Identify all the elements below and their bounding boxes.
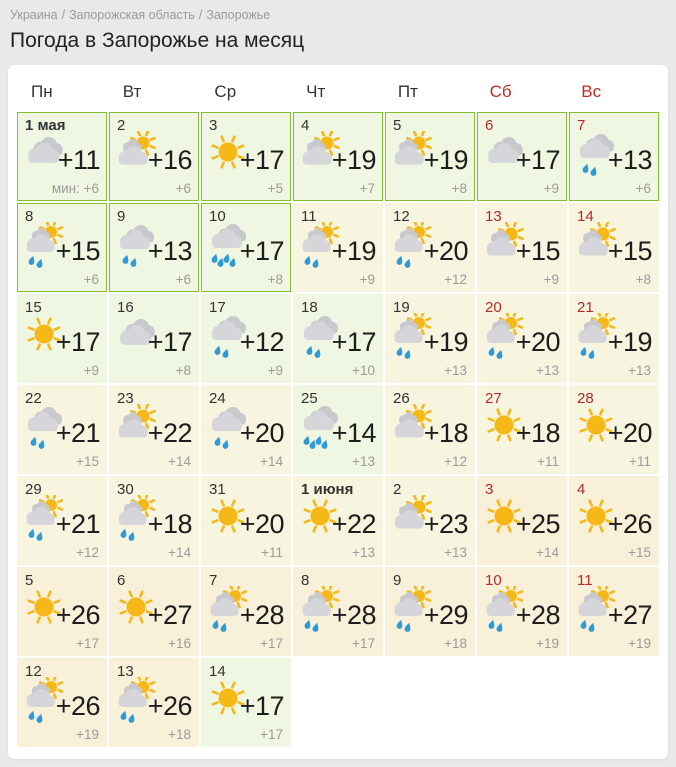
day-high-temp: +26 <box>55 691 100 721</box>
day-cell[interactable] <box>293 112 383 201</box>
day-cell[interactable] <box>17 385 107 474</box>
day-cell[interactable] <box>385 203 475 292</box>
day-high-temp: +12 <box>239 327 284 357</box>
day-low-temp: +9 <box>543 272 559 287</box>
empty-cell <box>293 658 383 747</box>
day-cell[interactable] <box>17 567 107 656</box>
day-number: 2 <box>393 481 402 498</box>
day-high-temp: +11 <box>57 145 100 175</box>
day-low-temp: +11 <box>537 454 559 469</box>
day-high-temp: +19 <box>331 145 376 175</box>
day-high-temp: +29 <box>423 600 468 630</box>
day-cell[interactable] <box>201 112 291 201</box>
day-number: 3 <box>209 117 218 134</box>
day-cell[interactable] <box>109 294 199 383</box>
day-number: 8 <box>25 208 34 225</box>
weekday-label: Ср <box>214 82 237 101</box>
day-cell[interactable] <box>293 385 383 474</box>
day-high-temp: +15 <box>55 236 100 266</box>
day-number: 15 <box>25 299 42 316</box>
day-high-temp: +20 <box>607 418 652 448</box>
day-cell[interactable] <box>569 294 659 383</box>
day-low-temp: +7 <box>359 181 375 196</box>
day-number: 9 <box>117 208 126 225</box>
day-number: 4 <box>577 481 586 498</box>
day-low-temp: +14 <box>168 545 191 560</box>
day-low-temp: +12 <box>444 454 467 469</box>
day-number: 26 <box>393 390 410 407</box>
day-number: 13 <box>485 208 502 225</box>
day-low-temp: +6 <box>175 272 191 287</box>
day-high-temp: +19 <box>423 145 468 175</box>
weekday-label: Вс <box>581 82 602 101</box>
day-low-temp: +13 <box>352 454 375 469</box>
day-cell[interactable] <box>293 567 383 656</box>
day-number: 16 <box>117 299 134 316</box>
day-number: 30 <box>117 481 134 498</box>
day-number: 14 <box>577 208 594 225</box>
day-high-temp: +16 <box>147 145 192 175</box>
day-high-temp: +26 <box>147 691 192 721</box>
day-cell[interactable] <box>385 567 475 656</box>
day-cell[interactable] <box>201 203 291 292</box>
day-low-temp: +10 <box>352 363 375 378</box>
month-calendar-card <box>8 65 668 759</box>
day-cell[interactable] <box>477 476 567 565</box>
day-cell[interactable] <box>569 203 659 292</box>
day-cell[interactable] <box>477 203 567 292</box>
day-number: 1 июня <box>301 481 354 498</box>
day-high-temp: +21 <box>55 509 100 539</box>
weekday-label: Пт <box>397 82 418 101</box>
day-cell[interactable] <box>201 294 291 383</box>
day-cell[interactable] <box>201 567 291 656</box>
day-cell[interactable] <box>17 476 107 565</box>
day-low-temp: +9 <box>543 181 559 196</box>
day-low-temp: +15 <box>76 454 99 469</box>
day-number: 7 <box>577 117 586 134</box>
day-cell[interactable] <box>385 385 475 474</box>
empty-cell <box>569 658 659 747</box>
day-number: 5 <box>393 117 402 134</box>
day-number: 4 <box>301 117 310 134</box>
day-number: 29 <box>25 481 42 498</box>
day-cell[interactable] <box>385 294 475 383</box>
weekday-label: Вт <box>122 82 142 101</box>
day-high-temp: +20 <box>423 236 468 266</box>
page-title: Погода в Запорожье на месяц <box>10 29 305 52</box>
day-cell[interactable] <box>17 112 107 201</box>
day-low-temp: +18 <box>168 727 191 742</box>
day-cell[interactable] <box>109 385 199 474</box>
day-high-temp: +15 <box>515 236 560 266</box>
day-high-temp: +18 <box>423 418 468 448</box>
day-high-temp: +19 <box>607 327 652 357</box>
day-low-temp: +13 <box>536 363 559 378</box>
day-number: 3 <box>485 481 494 498</box>
day-high-temp: +22 <box>147 418 192 448</box>
day-low-temp: +6 <box>83 272 99 287</box>
day-number: 6 <box>485 117 494 134</box>
day-low-temp: +13 <box>444 363 467 378</box>
day-high-temp: +21 <box>55 418 100 448</box>
day-low-temp: +9 <box>359 272 375 287</box>
day-number: 28 <box>577 390 594 407</box>
day-number: 14 <box>209 663 226 680</box>
day-low-temp: +19 <box>76 727 99 742</box>
day-number: 19 <box>393 299 410 316</box>
day-number: 1 мая <box>25 117 66 134</box>
day-low-temp: +15 <box>628 545 651 560</box>
day-number: 23 <box>117 390 134 407</box>
day-low-temp: +18 <box>444 636 467 651</box>
day-low-temp: мин: +6 <box>51 181 99 196</box>
day-low-temp: +17 <box>76 636 99 651</box>
day-cell[interactable] <box>109 203 199 292</box>
day-cell[interactable] <box>17 203 107 292</box>
day-low-temp: +8 <box>267 272 283 287</box>
day-high-temp: +20 <box>239 418 284 448</box>
day-high-temp: +18 <box>515 418 560 448</box>
day-cell[interactable] <box>385 476 475 565</box>
day-number: 11 <box>301 208 317 225</box>
day-high-temp: +17 <box>515 145 560 175</box>
day-low-temp: +8 <box>175 363 191 378</box>
day-high-temp: +23 <box>423 509 468 539</box>
day-cell[interactable] <box>201 385 291 474</box>
day-low-temp: +11 <box>261 545 283 560</box>
day-cell[interactable] <box>201 658 291 747</box>
day-number: 10 <box>209 208 226 225</box>
calendar-grid <box>17 112 659 747</box>
day-low-temp: +13 <box>628 363 651 378</box>
empty-cell <box>477 658 567 747</box>
day-high-temp: +27 <box>147 600 192 630</box>
day-high-temp: +19 <box>423 327 468 357</box>
day-high-temp: +27 <box>607 600 652 630</box>
day-cell[interactable] <box>109 476 199 565</box>
day-cell[interactable] <box>477 294 567 383</box>
day-number: 10 <box>485 572 502 589</box>
day-number: 20 <box>485 299 502 316</box>
day-low-temp: +11 <box>629 454 651 469</box>
day-number: 8 <box>301 572 310 589</box>
day-high-temp: +19 <box>331 236 376 266</box>
day-number: 25 <box>301 390 318 407</box>
weekday-label: Пн <box>31 82 53 101</box>
day-cell[interactable] <box>17 294 107 383</box>
day-number: 27 <box>485 390 502 407</box>
day-high-temp: +17 <box>239 145 284 175</box>
day-cell[interactable] <box>109 658 199 747</box>
day-low-temp: +14 <box>536 545 559 560</box>
day-low-temp: +13 <box>352 545 375 560</box>
day-cell[interactable] <box>293 203 383 292</box>
day-cell[interactable] <box>293 294 383 383</box>
day-low-temp: +8 <box>451 181 467 196</box>
day-number: 5 <box>25 572 34 589</box>
weekday-label: Сб <box>489 82 512 101</box>
empty-cell <box>385 658 475 747</box>
day-cell[interactable] <box>569 385 659 474</box>
day-number: 24 <box>209 390 226 407</box>
day-high-temp: +17 <box>239 236 284 266</box>
day-high-temp: +22 <box>331 509 376 539</box>
day-low-temp: +12 <box>444 272 467 287</box>
day-high-temp: +13 <box>607 145 652 175</box>
day-high-temp: +26 <box>55 600 100 630</box>
day-low-temp: +8 <box>635 272 651 287</box>
day-low-temp: +9 <box>83 363 99 378</box>
day-high-temp: +17 <box>55 327 100 357</box>
day-cell[interactable] <box>293 476 383 565</box>
day-cell[interactable] <box>569 567 659 656</box>
day-cell[interactable] <box>109 112 199 201</box>
day-number: 11 <box>577 572 593 589</box>
day-cell[interactable] <box>17 658 107 747</box>
day-low-temp: +5 <box>267 181 283 196</box>
day-cell[interactable] <box>569 112 659 201</box>
day-high-temp: +17 <box>331 327 376 357</box>
day-high-temp: +14 <box>331 418 376 448</box>
day-low-temp: +17 <box>260 636 283 651</box>
day-high-temp: +28 <box>331 600 376 630</box>
day-low-temp: +14 <box>168 454 191 469</box>
day-low-temp: +19 <box>628 636 651 651</box>
day-number: 2 <box>117 117 126 134</box>
day-cell[interactable] <box>477 385 567 474</box>
day-low-temp: +14 <box>260 454 283 469</box>
day-number: 13 <box>117 663 134 680</box>
day-cell[interactable] <box>109 567 199 656</box>
day-low-temp: +6 <box>175 181 191 196</box>
day-number: 22 <box>25 390 42 407</box>
day-cell[interactable] <box>569 476 659 565</box>
day-high-temp: +13 <box>147 236 192 266</box>
breadcrumb-link[interactable]: Запорожская область <box>69 8 195 22</box>
day-low-temp: +19 <box>536 636 559 651</box>
breadcrumb-separator: / <box>61 8 66 22</box>
weekday-header-row <box>17 74 659 112</box>
page-header <box>0 0 676 53</box>
weekday-label: Чт <box>306 82 326 101</box>
day-high-temp: +20 <box>515 327 560 357</box>
day-low-temp: +17 <box>260 727 283 742</box>
day-high-temp: +18 <box>147 509 192 539</box>
day-high-temp: +28 <box>515 600 560 630</box>
day-cell[interactable] <box>477 567 567 656</box>
day-low-temp: +13 <box>444 545 467 560</box>
day-low-temp: +17 <box>352 636 375 651</box>
breadcrumb-link[interactable]: Украина <box>10 8 58 22</box>
day-number: 7 <box>209 572 218 589</box>
day-low-temp: +6 <box>635 181 651 196</box>
day-number: 31 <box>209 481 226 498</box>
day-high-temp: +20 <box>239 509 284 539</box>
day-number: 12 <box>25 663 42 680</box>
day-high-temp: +17 <box>147 327 192 357</box>
day-high-temp: +26 <box>607 509 652 539</box>
day-low-temp: +16 <box>168 636 191 651</box>
day-high-temp: +25 <box>515 509 560 539</box>
day-number: 18 <box>301 299 318 316</box>
day-number: 9 <box>393 572 402 589</box>
day-number: 21 <box>577 299 594 316</box>
breadcrumb-link[interactable]: Запорожье <box>206 8 271 22</box>
day-low-temp: +9 <box>267 363 283 378</box>
day-high-temp: +15 <box>607 236 652 266</box>
day-cell[interactable] <box>385 112 475 201</box>
breadcrumb-separator: / <box>198 8 203 22</box>
day-low-temp: +12 <box>76 545 99 560</box>
breadcrumb <box>10 8 676 22</box>
day-number: 6 <box>117 572 126 589</box>
day-high-temp: +17 <box>239 691 284 721</box>
day-number: 12 <box>393 208 410 225</box>
day-cell[interactable] <box>201 476 291 565</box>
day-high-temp: +28 <box>239 600 284 630</box>
day-cell[interactable] <box>477 112 567 201</box>
day-number: 17 <box>209 299 226 316</box>
